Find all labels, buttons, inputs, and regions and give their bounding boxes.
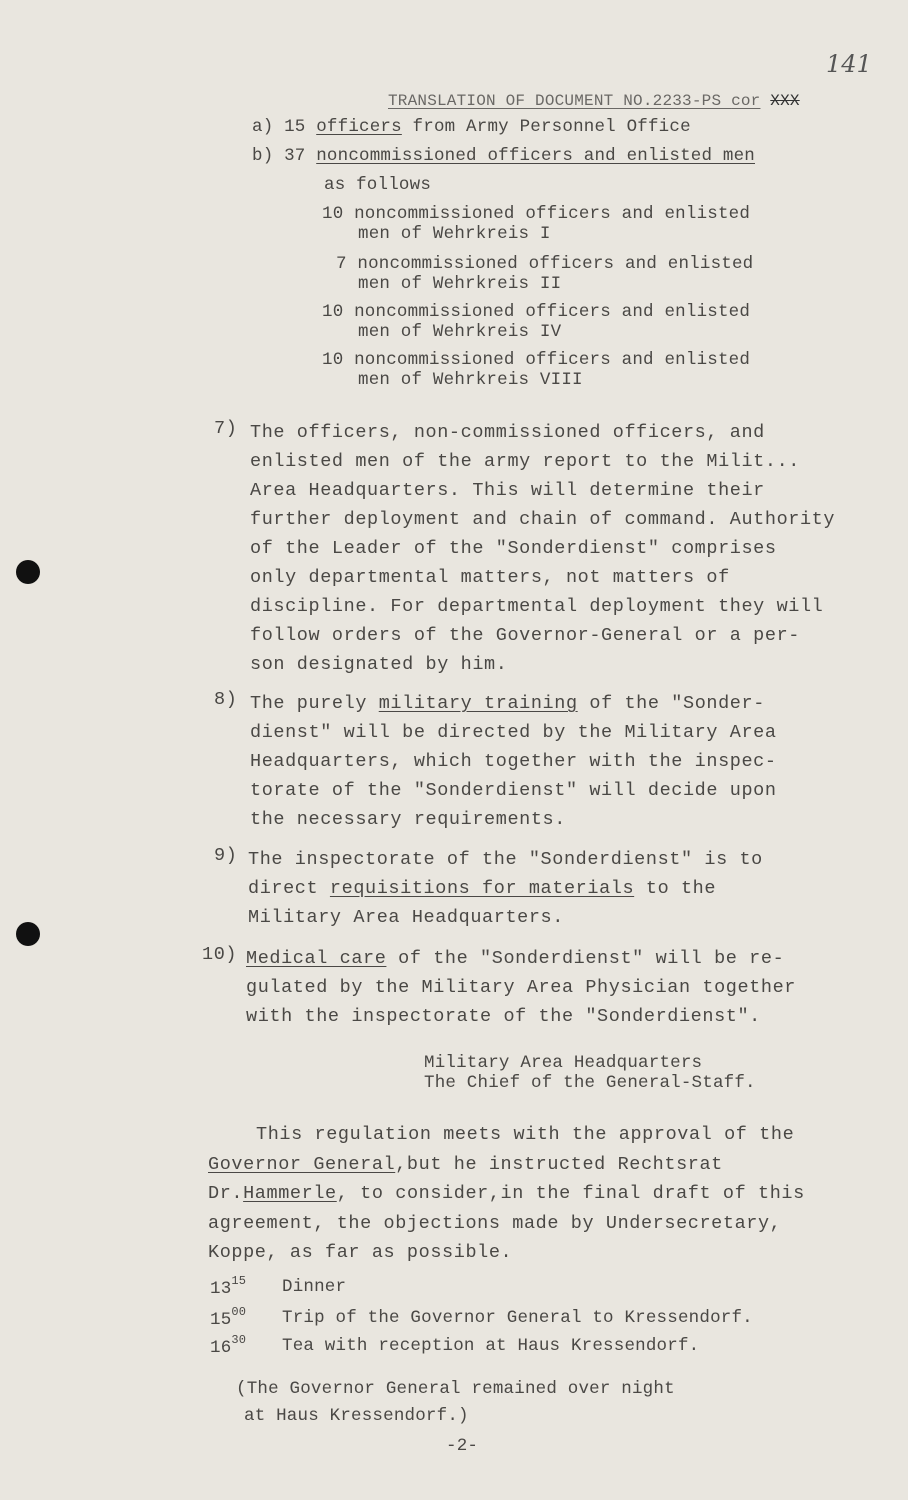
- punch-hole-upper: [16, 560, 40, 584]
- list-a-underlined: officers: [316, 117, 402, 137]
- closing-note: (The Governor General remained over night at Haus Kressendorf.): [236, 1379, 675, 1426]
- approval-underlined-governor: Governor General: [208, 1153, 396, 1175]
- schedule-text: Trip of the Governor General to Kressendorf.: [282, 1308, 753, 1328]
- paragraph-9-number: 9): [214, 845, 238, 866]
- list-item: 10 noncommissioned officers and enlisted men of Wehrkreis IV: [322, 302, 751, 342]
- paragraph-8-number: 8): [214, 689, 238, 710]
- list-item: 10 noncommissioned officers and enlisted men of Wehrkreis I: [322, 204, 751, 244]
- document-header: [388, 92, 800, 110]
- paragraph-9-underlined: requisitions for materials: [329, 878, 635, 899]
- list-b-underlined: noncommissioned officers and enlisted men: [316, 146, 755, 166]
- paragraph-7: The officers, non-commissioned officers, and enlisted men of the army report to the Milit... Area Headquarters. This will determine their further deployment and chain of command. Authority of the Leader of the "Sonderdienst" comprises only departmental matters, not matters of discipline. For departmental deployment they will follow orders of the Governor-General or a per- son designated by him.: [250, 422, 836, 675]
- paragraph-10: Medical care of the "Sonderdienst" will be re- gulated by the Military Area Physician together with the inspectorate of the "Sonderdienst".: [246, 948, 796, 1027]
- schedule-entry: $15^{00}$: [210, 1305, 247, 1330]
- paragraph-9: The inspectorate of the "Sonderdienst" is to direct requisitions for materials to the Military Area Headquarters.: [248, 849, 763, 928]
- list-item-a: a) 15 officers from Army Personnel Office: [252, 117, 691, 137]
- list-b-as-follows: as follows: [324, 175, 432, 195]
- paragraph-10-underlined: Medical care: [246, 948, 387, 969]
- list-item: 7 noncommissioned officers and enlisted men of Wehrkreis II: [336, 254, 754, 294]
- folio-number: 141: [826, 50, 872, 78]
- signature-block: Military Area Headquarters The Chief of the General-Staff.: [424, 1053, 756, 1093]
- schedule-entry: $16^{30}$: [210, 1333, 247, 1358]
- list-item: 10 noncommissioned officers and enlisted men of Wehrkreis VIII: [322, 350, 751, 390]
- paragraph-7-number: 7): [214, 418, 238, 439]
- page-number: -2-: [446, 1436, 479, 1456]
- schedule-text: Tea with reception at Haus Kressendorf.: [282, 1336, 700, 1356]
- paragraph-8: The purely military training of the "Sonder- dienst" will be directed by the Military Area Headquarters, which together with the inspec- torate of the "Sonderdienst" will decide upon the necessary requirements.: [250, 693, 777, 830]
- schedule-text: Dinner: [282, 1277, 347, 1297]
- paragraph-10-number: 10): [202, 944, 238, 965]
- header-title: TRANSLATION OF DOCUMENT NO.2233-PS: [388, 92, 732, 110]
- approval-paragraph: This regulation meets with the approval of the Governor General,but he instructed Rechtsrat Dr.Hammerle, to consider,in the final draft of this agreement, the objections made by Undersecretary, Koppe, as far as possible.: [208, 1124, 805, 1263]
- punch-hole-lower: [16, 922, 40, 946]
- schedule-entry: $13^{15}$: [210, 1274, 247, 1299]
- approval-underlined-hammerle: Hammerle: [243, 1183, 337, 1204]
- header-cor: cor: [731, 92, 761, 110]
- header-strikeout: XXX: [770, 92, 800, 110]
- list-item-b: b) 37 noncommissioned officers and enlisted men: [252, 146, 755, 166]
- paragraph-8-underlined: military training: [378, 693, 578, 714]
